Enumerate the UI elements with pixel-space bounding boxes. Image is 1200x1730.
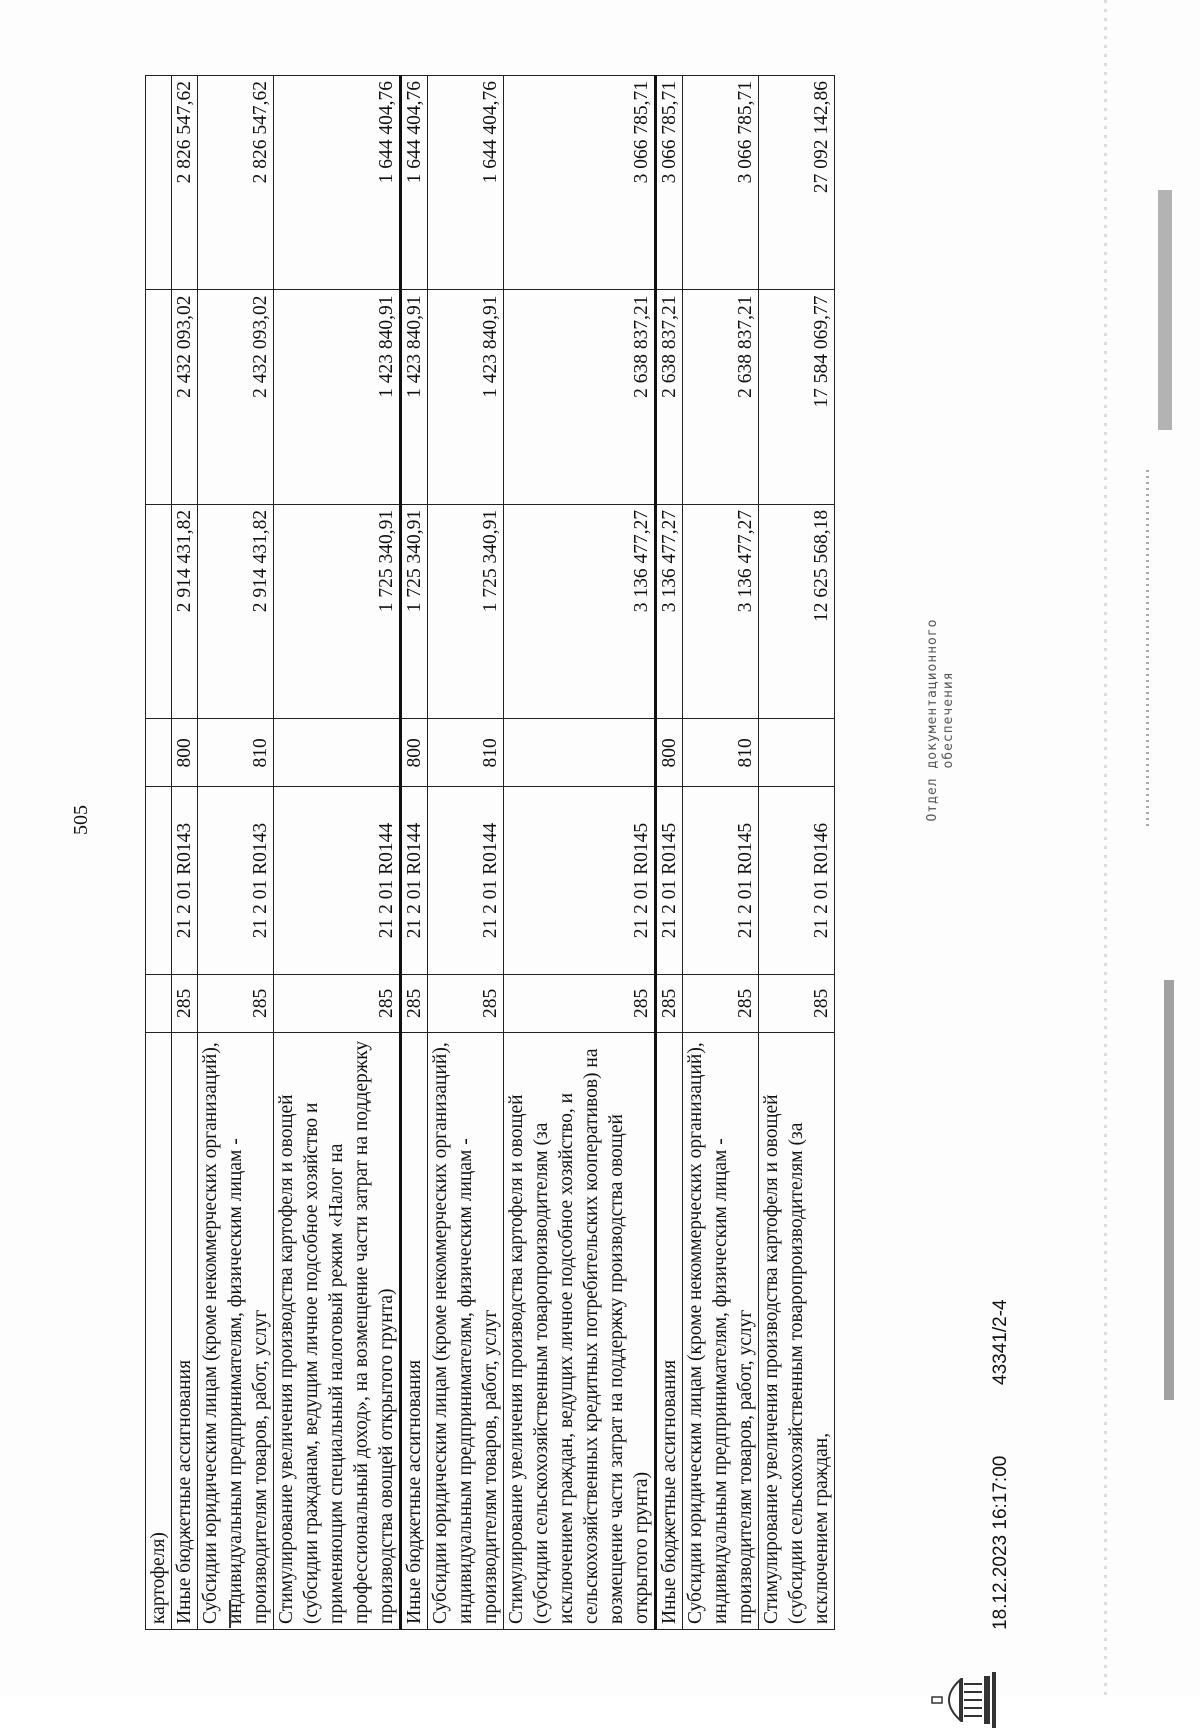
- cell-vr: 810: [198, 719, 274, 787]
- cell-cs: 21 2 01 R0144: [401, 787, 428, 974]
- table-row: [146, 76, 172, 1630]
- footer-date: 18.12.2023 16:17:00: [990, 1455, 1011, 1630]
- cell-cs: [146, 787, 172, 974]
- cell-value-2: 17 584 069,77: [759, 290, 835, 504]
- cell-cs: 21 2 01 R0143: [198, 787, 274, 974]
- cell-cs: 21 2 01 R0144: [274, 787, 401, 974]
- cell-value-3: 1 644 404,76: [274, 76, 401, 290]
- cell-value-3: 3 066 785,71: [683, 76, 759, 290]
- row-name: Субсидии юридическим лицам (кроме некоммерческих организаций), индивидуальным предпринимателям, физическим лицам - производителям товаров, работ, услуг: [198, 1033, 274, 1630]
- cell-value-3: 1 644 404,76: [428, 76, 504, 290]
- table-row: [172, 76, 198, 1630]
- row-name: Субсидии юридическим лицам (кроме некоммерческих организаций), индивидуальным предпринимателям, физическим лицам - производителям товаров, работ, услуг: [683, 1033, 759, 1630]
- table-row: [504, 76, 656, 1630]
- page-number: 505: [70, 805, 92, 835]
- scan-edge-marks: [1104, 0, 1107, 1695]
- cell-gr: 285: [274, 974, 401, 1032]
- cell-gr: 285: [656, 974, 683, 1032]
- cell-gr: 285: [172, 974, 198, 1032]
- cell-value-3: 27 092 142,86: [759, 76, 835, 290]
- cell-value-1: 12 625 568,18: [759, 504, 835, 718]
- cell-value-3: 1 644 404,76: [401, 76, 428, 290]
- stamp-line: обеспечения: [941, 671, 956, 769]
- cell-vr: [146, 719, 172, 787]
- cell-vr: [274, 719, 401, 787]
- cell-vr: [759, 719, 835, 787]
- cell-gr: 285: [198, 974, 274, 1032]
- cell-cs: 21 2 01 R0145: [504, 787, 656, 974]
- cell-value-1: 1 725 340,91: [401, 504, 428, 718]
- cell-value-2: 2 432 093,02: [198, 290, 274, 504]
- cell-gr: 285: [504, 974, 656, 1032]
- scan-edge-bar: [1164, 980, 1174, 1400]
- cell-cs: 21 2 01 R0144: [428, 787, 504, 974]
- cell-value-2: 2 638 837,21: [504, 290, 656, 504]
- cell-vr: 810: [683, 719, 759, 787]
- footer-document-code: 43341/2-4: [990, 1299, 1011, 1385]
- row-name: Иные бюджетные ассигнования: [656, 1033, 683, 1630]
- cell-gr: 285: [428, 974, 504, 1032]
- cell-value-1: [146, 504, 172, 718]
- cell-gr: 285: [401, 974, 428, 1032]
- cell-value-1: 2 914 431,82: [172, 504, 198, 718]
- rotated-content: [70, 30, 1070, 1630]
- table-row: [198, 76, 274, 1630]
- cell-value-2: [146, 290, 172, 504]
- row-name: картофеля): [146, 1033, 172, 1630]
- cell-value-2: 2 432 093,02: [172, 290, 198, 504]
- cell-gr: [146, 974, 172, 1032]
- cell-value-2: 1 423 840,91: [274, 290, 401, 504]
- table-row: [401, 76, 428, 1630]
- scan-edge-marks: [1146, 470, 1149, 830]
- cell-value-2: 2 638 837,21: [656, 290, 683, 504]
- cell-vr: 800: [401, 719, 428, 787]
- row-name: Стимулирование увеличения производства картофеля и овощей (субсидии сельскохозяйственным товаропроизводителям (за исключением граждан, ведущих личное подсобное хозяйство, и сельскохозяйственных кредитных потребительских кооперативов) на возмещение части затрат на поддержку производства овощей открытого грунта): [504, 1033, 656, 1630]
- cell-vr: [504, 719, 656, 787]
- cell-gr: 285: [759, 974, 835, 1032]
- table-row: [656, 76, 683, 1630]
- cell-value-3: 3 066 785,71: [504, 76, 656, 290]
- department-stamp: [925, 590, 957, 850]
- cell-value-3: 2 826 547,62: [172, 76, 198, 290]
- cell-value-1: 3 136 477,27: [656, 504, 683, 718]
- cell-gr: 285: [683, 974, 759, 1032]
- cell-value-2: 2 638 837,21: [683, 290, 759, 504]
- table-row: [683, 76, 759, 1630]
- cell-value-1: 3 136 477,27: [683, 504, 759, 718]
- cell-vr: 800: [656, 719, 683, 787]
- cell-value-2: 1 423 840,91: [428, 290, 504, 504]
- table-row: [759, 76, 835, 1630]
- row-name: Стимулирование увеличения производства картофеля и овощей (субсидии гражданам, ведущим личное подсобное хозяйство и применяющим специальный налоговый режим «Налог на профессиональный доход», на возмещение части затрат на поддержку производства овощей открытого грунта): [274, 1033, 401, 1630]
- cell-value-1: 2 914 431,82: [198, 504, 274, 718]
- cell-value-1: 1 725 340,91: [274, 504, 401, 718]
- row-name: Иные бюджетные ассигнования: [401, 1033, 428, 1630]
- cell-value-2: 1 423 840,91: [401, 290, 428, 504]
- cell-cs: 21 2 01 R0143: [172, 787, 198, 974]
- duma-emblem-icon: [930, 1670, 1000, 1730]
- budget-table: [145, 75, 835, 1630]
- table-row: [428, 76, 504, 1630]
- cell-cs: 21 2 01 R0146: [759, 787, 835, 974]
- row-name: Стимулирование увеличения производства картофеля и овощей (субсидии сельскохозяйственным товаропроизводителям (за исключением граждан,: [759, 1033, 835, 1630]
- cell-value-3: 2 826 547,62: [198, 76, 274, 290]
- cell-vr: 810: [428, 719, 504, 787]
- row-name: Субсидии юридическим лицам (кроме некоммерческих организаций), индивидуальным предпринимателям, физическим лицам - производителям товаров, работ, услуг: [428, 1033, 504, 1630]
- cell-value-1: 3 136 477,27: [504, 504, 656, 718]
- cell-value-3: [146, 76, 172, 290]
- stamp-line: Отдел документационного: [925, 618, 940, 822]
- cell-cs: 21 2 01 R0145: [683, 787, 759, 974]
- cell-value-3: 3 066 785,71: [656, 76, 683, 290]
- scan-edge-bar: [1158, 190, 1172, 430]
- cell-cs: 21 2 01 R0145: [656, 787, 683, 974]
- table-row: [274, 76, 401, 1630]
- cell-value-1: 1 725 340,91: [428, 504, 504, 718]
- cell-vr: 800: [172, 719, 198, 787]
- row-name: Иные бюджетные ассигнования: [172, 1033, 198, 1630]
